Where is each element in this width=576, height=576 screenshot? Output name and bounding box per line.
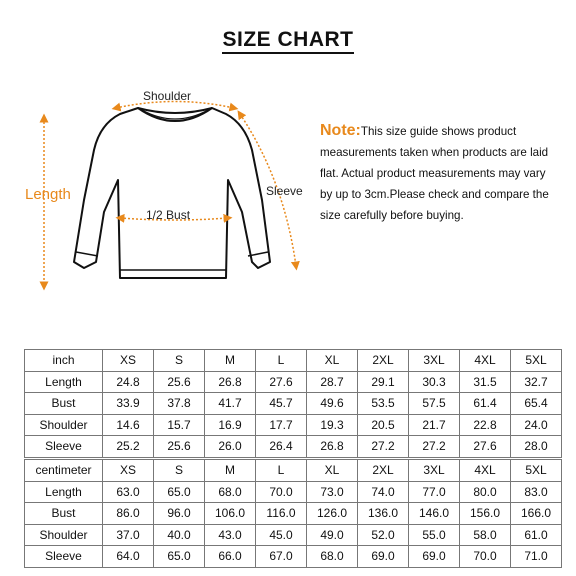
- table-cell: 32.7: [511, 371, 562, 393]
- table-cell: 20.5: [358, 414, 409, 436]
- table-cell: 31.5: [460, 371, 511, 393]
- table-cell: 16.9: [205, 414, 256, 436]
- row-label: Shoulder: [25, 414, 103, 436]
- table-cell: 49.6: [307, 393, 358, 415]
- size-header: L: [256, 460, 307, 482]
- table-cell: 83.0: [511, 481, 562, 503]
- table-cell: 28.7: [307, 371, 358, 393]
- table-cell: 57.5: [409, 393, 460, 415]
- table-cell: 58.0: [460, 524, 511, 546]
- table-cell: 24.0: [511, 414, 562, 436]
- table-cell: 126.0: [307, 503, 358, 525]
- size-header: 2XL: [358, 460, 409, 482]
- table-cell: 69.0: [358, 546, 409, 568]
- table-cell: 77.0: [409, 481, 460, 503]
- table-cell: 19.3: [307, 414, 358, 436]
- row-label: Sleeve: [25, 546, 103, 568]
- sleeve-label: Sleeve: [266, 184, 303, 198]
- table-cell: 70.0: [256, 481, 307, 503]
- size-header: 4XL: [460, 460, 511, 482]
- row-label: Bust: [25, 393, 103, 415]
- note-heading: Note:: [320, 122, 361, 139]
- table-header-row: [25, 460, 562, 482]
- table-cell: 116.0: [256, 503, 307, 525]
- table-cell: 37.0: [103, 524, 154, 546]
- table-cell: 156.0: [460, 503, 511, 525]
- row-label: Bust: [25, 503, 103, 525]
- size-header: L: [256, 350, 307, 372]
- table-row: [25, 371, 562, 393]
- table-cell: 166.0: [511, 503, 562, 525]
- table-cell: 28.0: [511, 436, 562, 458]
- table-row: [25, 481, 562, 503]
- table-cell: 65.0: [154, 546, 205, 568]
- table-cell: 41.7: [205, 393, 256, 415]
- table-cell: 64.0: [103, 546, 154, 568]
- table-cell: 66.0: [205, 546, 256, 568]
- table-cell: 136.0: [358, 503, 409, 525]
- size-header: XS: [103, 460, 154, 482]
- table-cell: 26.0: [205, 436, 256, 458]
- note-block: [320, 120, 560, 226]
- size-header: M: [205, 350, 256, 372]
- table-cell: 37.8: [154, 393, 205, 415]
- size-header: XL: [307, 460, 358, 482]
- table-cell: 74.0: [358, 481, 409, 503]
- table-cell: 24.8: [103, 371, 154, 393]
- row-label: Length: [25, 371, 103, 393]
- table-cell: 26.8: [205, 371, 256, 393]
- row-label: Shoulder: [25, 524, 103, 546]
- table-cell: 49.0: [307, 524, 358, 546]
- table-row: [25, 503, 562, 525]
- table-cell: 68.0: [307, 546, 358, 568]
- table-cell: 25.6: [154, 371, 205, 393]
- table-cell: 27.2: [358, 436, 409, 458]
- table-row: [25, 524, 562, 546]
- table-cell: 80.0: [460, 481, 511, 503]
- table-cell: 25.2: [103, 436, 154, 458]
- table-cell: 71.0: [511, 546, 562, 568]
- table-row: [25, 546, 562, 568]
- note-text: This size guide shows product measurements taken when products are laid flat. Actual product measurements may vary by up to 3cm.Please check and compare the size carefully before buying.: [320, 125, 549, 222]
- table-cell: 15.7: [154, 414, 205, 436]
- row-label: Length: [25, 481, 103, 503]
- table-cell: 96.0: [154, 503, 205, 525]
- unit-cell: centimeter: [25, 460, 103, 482]
- table-cell: 106.0: [205, 503, 256, 525]
- table-cell: 67.0: [256, 546, 307, 568]
- size-table-inch: [24, 349, 562, 458]
- table-cell: 21.7: [409, 414, 460, 436]
- table-cell: 30.3: [409, 371, 460, 393]
- table-cell: 70.0: [460, 546, 511, 568]
- table-cell: 26.4: [256, 436, 307, 458]
- table-cell: 27.2: [409, 436, 460, 458]
- table-cell: 26.8: [307, 436, 358, 458]
- table-cell: 40.0: [154, 524, 205, 546]
- table-cell: 43.0: [205, 524, 256, 546]
- table-cell: 65.0: [154, 481, 205, 503]
- table-cell: 14.6: [103, 414, 154, 436]
- table-cell: 69.0: [409, 546, 460, 568]
- size-header: S: [154, 350, 205, 372]
- shoulder-label: Shoulder: [143, 89, 192, 103]
- table-cell: 29.1: [358, 371, 409, 393]
- table-cell: 25.6: [154, 436, 205, 458]
- size-header: S: [154, 460, 205, 482]
- table-cell: 61.4: [460, 393, 511, 415]
- size-header: 2XL: [358, 350, 409, 372]
- table-row: [25, 414, 562, 436]
- size-header: M: [205, 460, 256, 482]
- table-cell: 22.8: [460, 414, 511, 436]
- table-cell: 63.0: [103, 481, 154, 503]
- table-cell: 52.0: [358, 524, 409, 546]
- size-header: 4XL: [460, 350, 511, 372]
- unit-cell: inch: [25, 350, 103, 372]
- size-header: 5XL: [511, 460, 562, 482]
- sweater-outline: [74, 108, 270, 278]
- table-cell: 55.0: [409, 524, 460, 546]
- table-cell: 33.9: [103, 393, 154, 415]
- table-cell: 61.0: [511, 524, 562, 546]
- table-header-row: [25, 350, 562, 372]
- table-cell: 68.0: [205, 481, 256, 503]
- table-cell: 45.0: [256, 524, 307, 546]
- length-label: Length: [25, 186, 71, 203]
- size-table-centimeter: [24, 459, 562, 568]
- size-header: XS: [103, 350, 154, 372]
- table-cell: 65.4: [511, 393, 562, 415]
- table-cell: 146.0: [409, 503, 460, 525]
- row-label: Sleeve: [25, 436, 103, 458]
- table-cell: 17.7: [256, 414, 307, 436]
- page-title: SIZE CHART: [222, 28, 354, 51]
- title-underline: [222, 52, 354, 54]
- size-header: XL: [307, 350, 358, 372]
- bust-label: 1/2 Bust: [146, 208, 191, 222]
- table-cell: 45.7: [256, 393, 307, 415]
- table-row: [25, 436, 562, 458]
- size-header: 3XL: [409, 460, 460, 482]
- size-header: 5XL: [511, 350, 562, 372]
- table-cell: 27.6: [460, 436, 511, 458]
- table-cell: 86.0: [103, 503, 154, 525]
- table-cell: 27.6: [256, 371, 307, 393]
- table-cell: 73.0: [307, 481, 358, 503]
- table-cell: 53.5: [358, 393, 409, 415]
- size-header: 3XL: [409, 350, 460, 372]
- table-row: [25, 393, 562, 415]
